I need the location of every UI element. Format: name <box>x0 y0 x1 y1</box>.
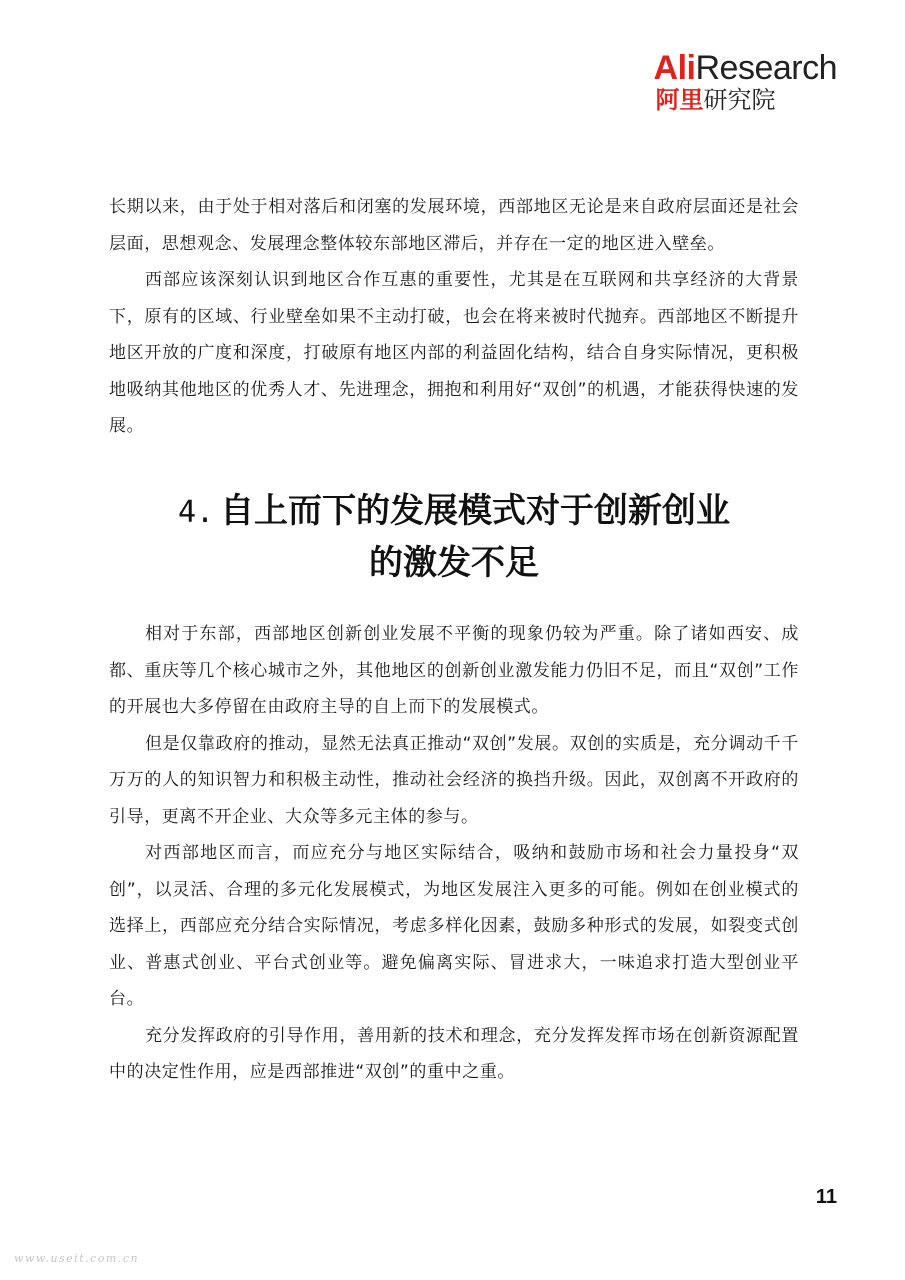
body-section <box>109 616 799 1091</box>
page-number: 11 <box>815 1186 837 1208</box>
paragraph: 但是仅靠政府的推动，显然无法真正推动“双创”发展。双创的实质是，充分调动千千万万的人的知识智力和积极主动性，推动社会经济的换挡升级。因此，双创离不开政府的引导，更离不开企业、大众等多元主体的参与。 <box>109 733 799 827</box>
paragraph: 对西部地区而言，而应充分与地区实际结合，吸纳和鼓励市场和社会力量投身“双创”，以灵活、合理的多元化发展模式，为地区发展注入更多的可能。例如在创业模式的选择上，西部应充分结合实际情况，考虑多样化因素，鼓励多种形式的发展，如裂变式创业、普惠式创业、平台式创业等。避免偏离实际、冒进求大，一味追求打造大型创业平台。 <box>109 843 799 1009</box>
heading-text-1: 自上而下的发展模式对于创新创业 <box>220 491 731 531</box>
section-heading <box>109 486 799 588</box>
watermark: www.useit.com.cn <box>14 1252 140 1265</box>
intro-section <box>109 189 799 445</box>
paragraph: 充分发挥政府的引导作用，善用新的技术和理念，充分发挥发挥市场在创新资源配置中的决定性作用，应是西部推进“双创”的重中之重。 <box>109 1025 799 1082</box>
logo-cn-institute: 研究院 <box>703 86 776 114</box>
logo-wordmark <box>654 50 837 86</box>
heading-text-2: 的激发不足 <box>369 543 539 583</box>
logo-cn-ali: 阿里 <box>655 86 704 114</box>
logo-chinese <box>656 86 837 114</box>
paragraph: 长期以来，由于处于相对落后和闭塞的发展环境，西部地区无论是来自政府层面还是社会层面，思想观念、发展理念整体较东部地区滞后，并存在一定的地区进入壁垒。 <box>109 197 799 254</box>
heading-number: 4. <box>177 495 215 530</box>
paragraph: 相对于东部，西部地区创新创业发展不平衡的现象仍较为严重。除了诸如西安、成都、重庆等几个核心城市之外，其他地区的创新创业激发能力仍旧不足，而且“双创”工作的开展也大多停留在由政府主导的自上而下的发展模式。 <box>109 624 799 717</box>
aliresearch-logo <box>654 50 837 114</box>
logo-ali-text: Ali <box>653 49 696 87</box>
paragraph: 西部应该深刻认识到地区合作互惠的重要性，尤其是在互联网和共享经济的大背景下，原有的区域、行业壁垒如果不主动打破，也会在将来被时代抛弃。西部地区不断提升地区开放的广度和深度，打破原有地区内部的利益固化结构，结合自身实际情况，更积极地吸纳其他地区的优秀人才、先进理念，拥抱和利用好“双创”的机遇，才能获得快速的发展。 <box>109 270 799 436</box>
logo-research-text: Research <box>695 49 837 87</box>
heading-line-1 <box>178 491 730 531</box>
